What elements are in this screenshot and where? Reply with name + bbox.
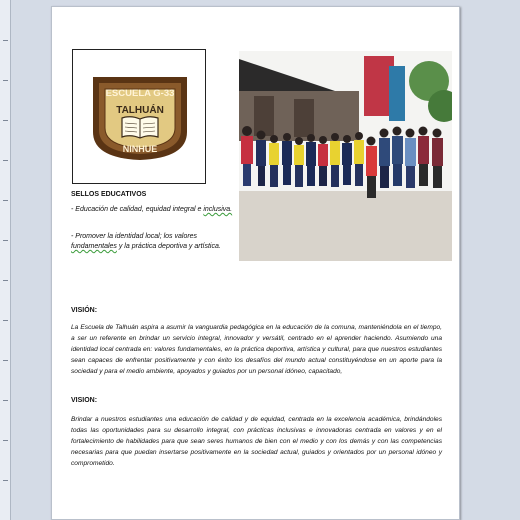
vertical-ruler: [0, 0, 11, 520]
ruler-tick: [3, 200, 8, 201]
ruler-tick: [3, 120, 8, 121]
ruler-tick: [3, 480, 8, 481]
ruler-tick: [3, 40, 8, 41]
sellos-item-2-pre: - Promover la identidad local; los valores: [71, 233, 198, 240]
sellos-item-2: [71, 232, 241, 252]
logo-middle-text: TALHUÁN: [116, 105, 164, 116]
vision-title: VISIÓN:: [71, 307, 98, 314]
logo-frame[interactable]: [72, 49, 206, 184]
sellos-item-2-squiggle: fundamentales: [71, 243, 117, 250]
ruler-tick: [3, 400, 8, 401]
mision-title: VISION:: [71, 397, 98, 404]
ruler-tick: [3, 360, 8, 361]
vision-paragraph: La Escuela de Talhuán aspira a asumir la vanguardia pedagógica en la educación de la comuna, manteniéndola en el tiempo, a ser un referente en brindar un servicio integral, innovador y versátil, centrado en el aprender haciendo. Asumiendo una identidad local centrada en: valores fundamentales, en la práctica deportiva, artística y cultural, para que nuestros estudiantes sean capaces de enfrentar positivamente y con éxito los desafíos del mundo actual constituyéndose en un aporte para la sociedad y para el medio ambiente, apoyados y guiados por un personal idóneo, capacitado,: [71, 324, 442, 375]
ruler-tick: [3, 80, 8, 81]
ruler-tick: [3, 440, 8, 441]
sellos-item-2-post: y la práctica deportiva y artística.: [116, 243, 221, 250]
ruler-tick: [3, 240, 8, 241]
document-page[interactable]: [51, 6, 460, 520]
group-photo-students-icon: [239, 51, 452, 261]
group-photo[interactable]: [239, 51, 452, 261]
sellos-title: SELLOS EDUCATIVOS: [71, 191, 147, 198]
ruler-tick: [3, 320, 8, 321]
logo-top-text: ESCUELA G-33: [105, 88, 175, 99]
school-logo-emblem: [90, 74, 190, 162]
sellos-item-1-squiggle: inclusiva.: [203, 206, 233, 213]
logo-bottom-text: NINHUE: [122, 144, 158, 154]
sellos-item-1-text: - Educación de calidad, equidad integral e: [71, 206, 204, 213]
ruler-tick: [3, 160, 8, 161]
mision-paragraph: Brindar a nuestros estudiantes una educación de calidad y de equidad, centrada en la excelencia académica, brindándoles todas las oportunidades para su desarrollo integral, con prácticas inclusivas e innovadoras centrada en valores y en el fortalecimiento de habilidades para que sean seres humanos de bien con el medio y con los demás y con las competencias necesarias para que puedan insertarse positivamente en la sociedad actual, guiados y orientados por un personal idóneo y comprometido.: [71, 416, 442, 467]
open-book-icon: [122, 117, 158, 138]
ruler-tick: [3, 280, 8, 281]
sellos-item-1: [71, 205, 241, 215]
